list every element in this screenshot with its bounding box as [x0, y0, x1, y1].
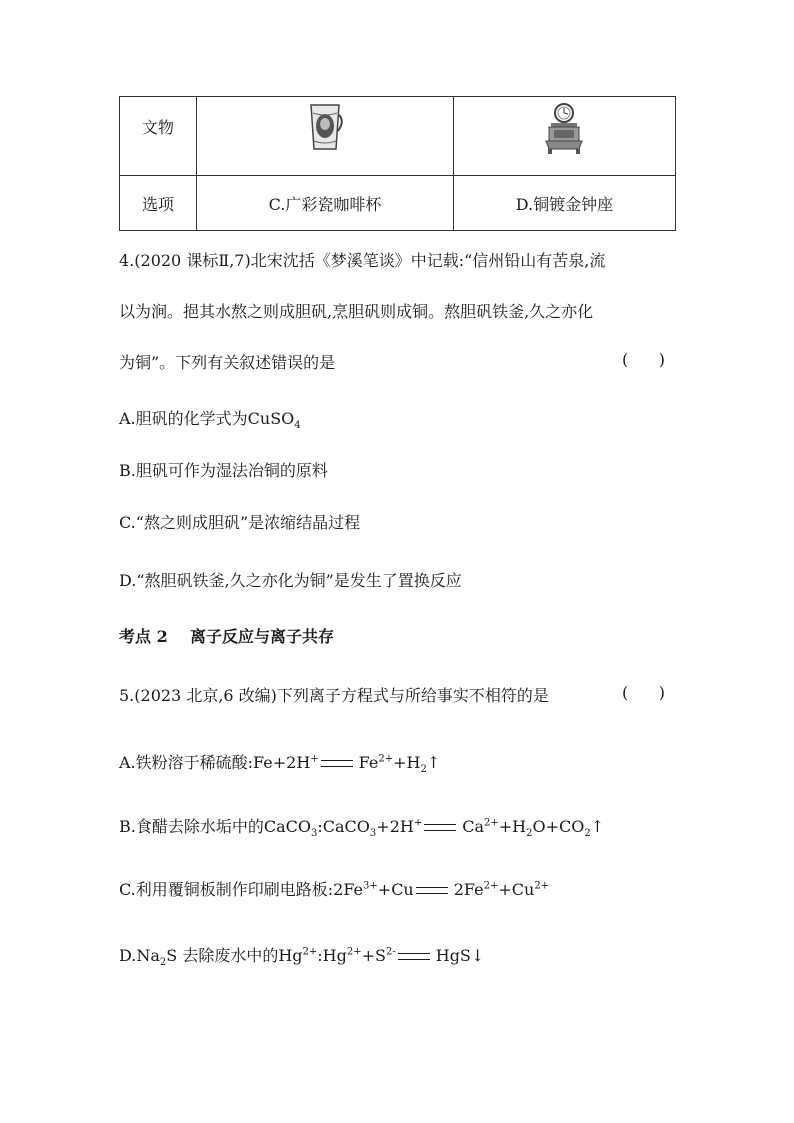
q4-stem-line2: 以为涧。挹其水熬之则成胆矾,烹胆矾则成铜。熬胆矾铁釜,久之亦化 — [119, 302, 594, 321]
q5-option-c: C.利用覆铜板制作印刷电路板$:2Fe^{3+}+Cu$ $2Fe^{2+}+Cu^{2+}$ — [119, 880, 550, 899]
q4-option-b: B.胆矾可作为湿法冶铜的原料 — [119, 461, 328, 480]
coffee-cup-image — [305, 101, 345, 153]
clock-base-image — [543, 101, 585, 157]
q5-stem: 5.(2023 北京,6 改编)下列离子方程式与所给事实不相符的是 — [119, 686, 549, 705]
q5-answer-blank: ( ) — [622, 683, 665, 702]
artifact-c-image-cell — [197, 97, 454, 176]
q4-answer-blank: ( ) — [622, 350, 665, 369]
q4-stem-line3: 为铜”。下列有关叙述错误的是 — [119, 353, 336, 372]
artifact-d-image-cell — [453, 97, 675, 176]
q5-option-d: $D.Na_2S$ 去除废水中的$Hg^{2+}:Hg^{2+}+S^{2-}$ HgS↓ — [119, 946, 485, 969]
artifact-table — [119, 96, 676, 231]
section-heading: 考点 2 离子反应与离子共存 — [119, 627, 334, 646]
q4-option-c: C.“熬之则成胆矾”是浓缩结晶过程 — [119, 513, 361, 532]
q4-option-d: D.“熬胆矾铁釜,久之亦化为铜”是发生了置换反应 — [119, 571, 462, 590]
option-c-label: C.广彩瓷咖啡杯 — [197, 176, 454, 231]
row-label-option: 选项 — [120, 176, 197, 231]
q5-option-a: A.铁粉溶于稀硫酸:Fe+2H+ $Fe^{2+}+H_2↑$ — [119, 753, 441, 776]
q4-option-a: A.胆矾的化学式为CuSO$_4$ — [119, 409, 301, 432]
q5-option-b: B.食醋去除水垢中的CaCO$_3$:CaCO$_3$+2H+ $Ca^{2+}+H_2O+CO_2↑$ — [119, 817, 605, 840]
q4-stem-line1: 4.(2020 课标Ⅱ,7)北宋沈括《梦溪笔谈》中记载:“信州铅山有苦泉,流 — [119, 251, 606, 270]
option-d-label: D.铜镀金钟座 — [453, 176, 675, 231]
row-label-artifact: 文物 — [120, 97, 197, 176]
